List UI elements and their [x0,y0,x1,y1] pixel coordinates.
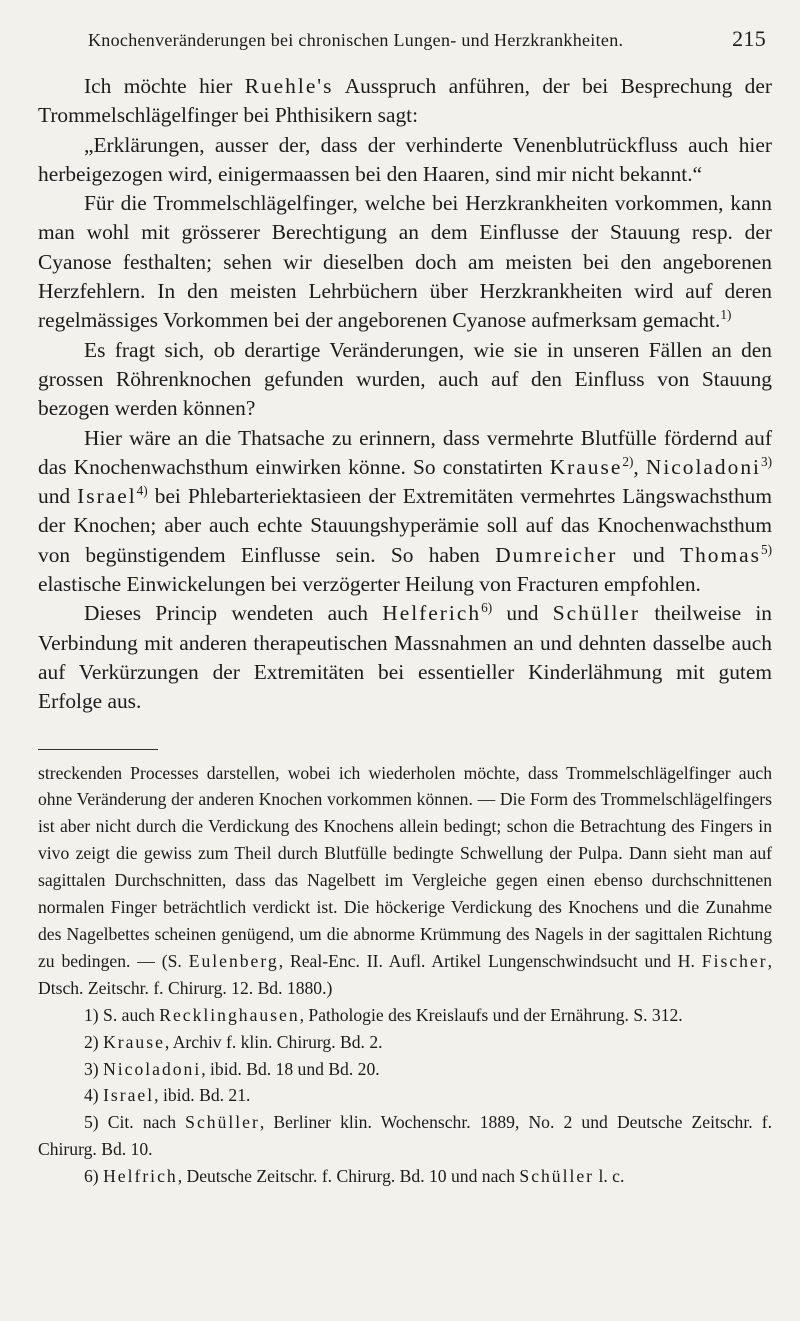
author-name: Helfrich [103,1166,178,1187]
text-run: Es fragt sich, ob derartige Veränderungen, wie sie in unseren Fällen an den grossen Röhrenknochen gefunden wurden, auch auf den Einfluss von Stauung bezogen werden können? [38,337,772,421]
text-run: und [617,542,681,567]
text-run: , Archiv f. klin. Chirurg. Bd. 2. [164,1031,383,1052]
author-name: Schüller [552,601,641,626]
text-run: , [633,454,646,479]
author-name: Schüller [519,1166,595,1187]
author-name: Israel [77,484,137,509]
author-name: Schüller [185,1112,260,1133]
footnote-ref: 1) [720,307,732,323]
text-run: l. c. [594,1166,625,1187]
footnote-ref: 6) [481,600,493,616]
text-run: und [492,601,553,626]
text-run: Für die Trommelschlägelfinger, welche bei Herzkrankheiten vorkommen, kann man wohl mit grösserer Berechtigung an dem Einflusse der Stauung resp. der Cyanose festhalten; sehen wir dieselben doch am meisten bei den angeborenen Herzfehlern. In den meisten Lehrbüchern über Herzkrankheiten wird auf deren regelmässiges Vorkommen bei der angeborenen Cyanose aufmerksam gemacht. [38,191,772,333]
footnote-1 [38,1002,772,1029]
author-name: Krause [103,1031,165,1052]
author-name: Nicoladoni [645,454,761,479]
text-run: , Real-Enc. II. Aufl. Artikel Lungenschwindsucht und H. [278,950,702,971]
footnote-ref: 3) [760,453,772,469]
footnote-3 [38,1056,772,1083]
text-run: 1) S. auch [84,1004,160,1025]
text-run: elastische Einwickelungen bei verzögerter Heilung von Fracturen empfohlen. [38,572,701,597]
paragraph-5 [38,424,772,600]
page-number: 215 [732,26,766,51]
text-run: Dieses Princip wendeten auch [84,601,383,626]
paragraph-3 [38,189,772,335]
text-run: 6) [84,1166,104,1187]
text-run: Ich möchte hier [84,74,245,98]
footnote-divider [38,749,158,750]
text-run: 2) [84,1031,104,1052]
text-run: theilweise in Verbindung mit anderen therapeutischen Massnahmen an und dehnten dasselbe auch auf Verkürzungen der Extremitäten bei essentieller Kinderlähmung mit gutem Erfolge aus. [38,601,772,714]
paragraph-1 [38,72,772,131]
footnote-4 [38,1082,772,1109]
text-run: Ausspruch anführen, der bei Besprechung der Trommelschlägelfinger bei Phthisikern sagt: [38,74,772,128]
text-run: 3) [84,1058,104,1079]
text-run: 5) Cit. nach [84,1112,186,1133]
footnote-2 [38,1029,772,1056]
text-run: „Erklärungen, ausser der, dass der verhinderte Venenblutrückfluss auch hier herbeigezogen wird, einigermaassen bei den Haaren, sind mir nicht bekannt.“ [38,132,772,186]
footnote-ref: 5) [760,541,773,557]
running-title: Knochenveränderungen bei chronischen Lungen- und Herzkrankheiten. [88,30,624,50]
footnote-6 [38,1163,772,1190]
footnote-5 [38,1109,772,1163]
main-text [38,72,772,717]
footnote-ref: 4) [136,483,148,499]
text-run: bei Phlebarteriektasieen der Extremitäten vermehrtes Längswachsthum der Knochen; aber auch echte Stauungshyperämie soll auf das Knochenwachsthum von begünstigendem Einflusse sein. So haben [38,484,773,567]
paragraph-4 [38,336,772,424]
paragraph-2-quote [38,131,772,190]
text-run: , Deutsche Zeitschr. f. Chirurg. Bd. 10 und nach [177,1166,520,1187]
text-run: streckenden Processes darstellen, wobei ich wiederholen möchte, dass Trommelschlägelfinger auch ohne Veränderung der anderen Knochen vorkommen können. — Die Form des Trommelschlägelfingers ist aber nicht durch die Verdickung des Knochens allein bedingt; schon die Betrachtung des Fingers in vivo zeigt die gewiss zum Theil durch Blutfülle bedingte Schwellung der Pulpa. Dann sieht man auf sagittalen Durchschnitten, dass das Nagelbett im Vergleiche gegen einen ebenso durchschnittenen normalen Finger beträchtlich verdickt ist. Die höckerige Verdickung des Knochens und die Zunahme des Nagelbettes scheinen genügend, um die abnorme Krümmung des Nagels in der sagittalen Richtung zu bedingen. — (S. [38,762,772,971]
footnote-ref: 2) [622,453,634,469]
author-name: Israel [103,1085,155,1106]
footnotes [38,760,772,1191]
author-name: Eulenberg [188,950,279,971]
author-name: Thomas [680,542,761,567]
text-run: 4) [84,1085,104,1106]
running-header [38,26,772,52]
text-run: , Berliner klin. Wochenschr. 1889, No. 2 und Deutsche Zeitschr. f. Chirurg. Bd. 10. [38,1112,772,1160]
author-name: Dumreicher [495,542,618,567]
text-run: , ibid. Bd. 18 und Bd. 20. [201,1058,380,1079]
author-name: Fischer [701,950,768,971]
text-run: und [38,484,78,509]
text-run: , ibid. Bd. 21. [154,1085,251,1106]
author-name: Ruehle's [244,74,334,98]
footnote-continuation [38,760,772,1002]
author-name: Krause [549,454,623,479]
author-name: Recklinghausen [159,1004,300,1025]
author-name: Nicoladoni [103,1058,202,1079]
paragraph-6 [38,599,772,716]
text-run: Hier wäre an die Thatsache zu erinnern, dass vermehrte Blutfülle fördernd auf das Knochenwachsthum einwirken könne. So constatirten [38,425,772,479]
text-run: , Pathologie des Kreislaufs und der Ernährung. S. 312. [299,1004,683,1025]
text-run: , Dtsch. Zeitschr. f. Chirurg. 12. Bd. 1880.) [38,950,772,998]
author-name: Helferich [382,601,482,626]
